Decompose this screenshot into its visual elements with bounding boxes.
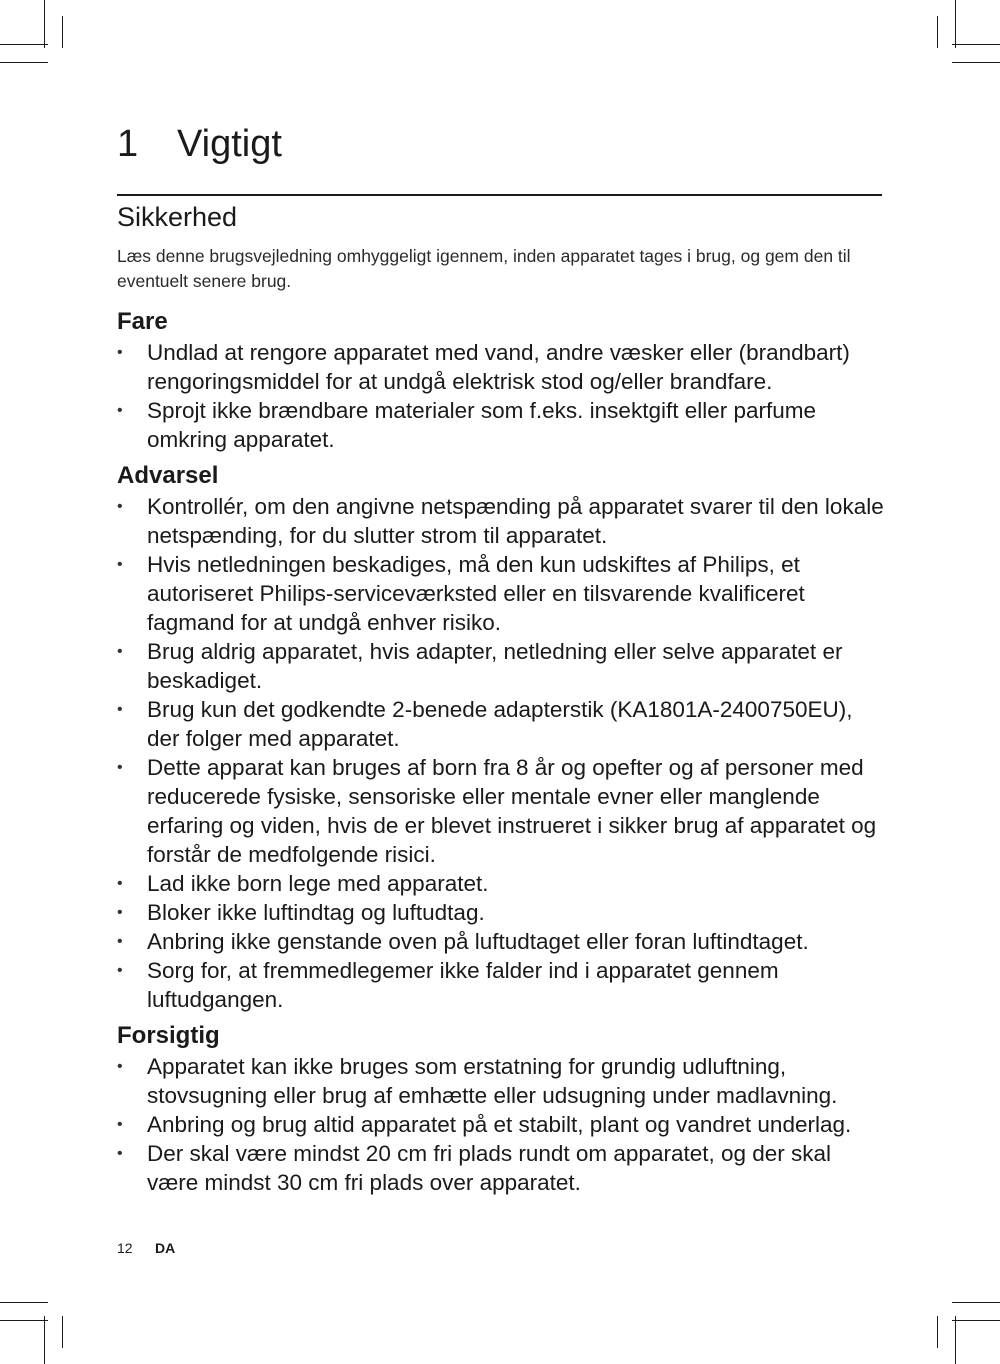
crop-mark — [955, 0, 956, 48]
crop-mark — [937, 1316, 938, 1348]
group-list — [117, 338, 887, 454]
group-advarsel — [117, 460, 887, 1014]
section-title: Sikkerhed — [117, 202, 238, 232]
crop-mark — [62, 1316, 63, 1348]
crop-mark — [955, 1316, 956, 1364]
list-item: • Brug aldrig apparatet, hvis adapter, netledning eller selve apparatet er beskadiget. — [117, 637, 887, 695]
crop-mark — [952, 1302, 1000, 1303]
group-title: Advarsel — [117, 462, 219, 489]
crop-mark — [62, 16, 63, 48]
chapter-heading — [117, 118, 282, 170]
chapter-title: Vigtigt — [177, 123, 282, 165]
list-item: • Brug kun det godkendte 2-benede adapterstik (KA1801A-2400750EU), der folger med apparatet. — [117, 695, 887, 753]
crop-mark — [0, 1320, 48, 1321]
group-title: Forsigtig — [117, 1022, 220, 1049]
list-item: • Sorg for, at fremmedlegemer ikke falder ind i apparatet gennem luftudgangen. — [117, 956, 887, 1014]
list-item: • Anbring ikke genstande oven på luftudtaget eller foran luftindtaget. — [117, 927, 887, 956]
page-footer — [117, 1238, 175, 1258]
list-item: • Sprojt ikke brændbare materialer som f.eks. insektgift eller parfume omkring apparatet. — [117, 396, 887, 454]
crop-mark — [0, 44, 48, 45]
crop-mark — [937, 16, 938, 48]
crop-mark — [44, 0, 45, 48]
group-title: Fare — [117, 308, 168, 335]
crop-mark — [0, 62, 48, 63]
crop-mark — [0, 1302, 48, 1303]
list-item: • Anbring og brug altid apparatet på et stabilt, plant og vandret underlag. — [117, 1110, 887, 1139]
list-item: • Lad ikke born lege med apparatet. — [117, 869, 887, 898]
list-item: • Bloker ikke luftindtag og luftudtag. — [117, 898, 887, 927]
crop-mark — [952, 62, 1000, 63]
chapter-number: 1 — [117, 123, 139, 165]
list-item: • Hvis netledningen beskadiges, må den kun udskiftes af Philips, et autoriseret Philips-serviceværksted eller en tilsvarende kvalificeret fagmand for at undgå enhver risiko. — [117, 550, 887, 637]
group-list — [117, 1052, 887, 1197]
list-item: • Apparatet kan ikke bruges som erstatning for grundig udluftning, stovsugning eller brug af emhætte eller udsugning under madlavning. — [117, 1052, 887, 1110]
crop-mark — [44, 1316, 45, 1364]
group-list — [117, 492, 887, 1014]
language-code: DA — [155, 1240, 176, 1256]
crop-mark — [952, 44, 1000, 45]
list-item: • Der skal være mindst 20 cm fri plads rundt om apparatet, og der skal være mindst 30 cm fri plads over apparatet. — [117, 1139, 887, 1197]
chapter-rule — [117, 194, 882, 196]
list-item: • Kontrollér, om den angivne netspænding på apparatet svarer til den lokale netspænding, for du slutter strom til apparatet. — [117, 492, 887, 550]
group-forsigtig — [117, 1020, 887, 1197]
list-item: • Undlad at rengore apparatet med vand, andre væsker eller (brandbart) rengoringsmiddel for at undgå elektrisk stod og/eller brandfare. — [117, 338, 887, 396]
list-item: • Dette apparat kan bruges af born fra 8 år og opefter og af personer med reducerede fysiske, sensoriske eller mentale evner eller manglende erfaring og viden, hvis de er blevet instrueret i sikker brug af apparatet og forstår de medfolgende risici. — [117, 753, 887, 869]
section-intro: Læs denne brugsvejledning omhyggeligt igennem, inden apparatet tages i brug, og gem den til eventuelt senere brug. — [117, 246, 851, 291]
group-fare — [117, 306, 887, 454]
safety-content — [117, 306, 887, 1197]
page-number: 12 — [117, 1240, 133, 1256]
crop-mark — [952, 1320, 1000, 1321]
